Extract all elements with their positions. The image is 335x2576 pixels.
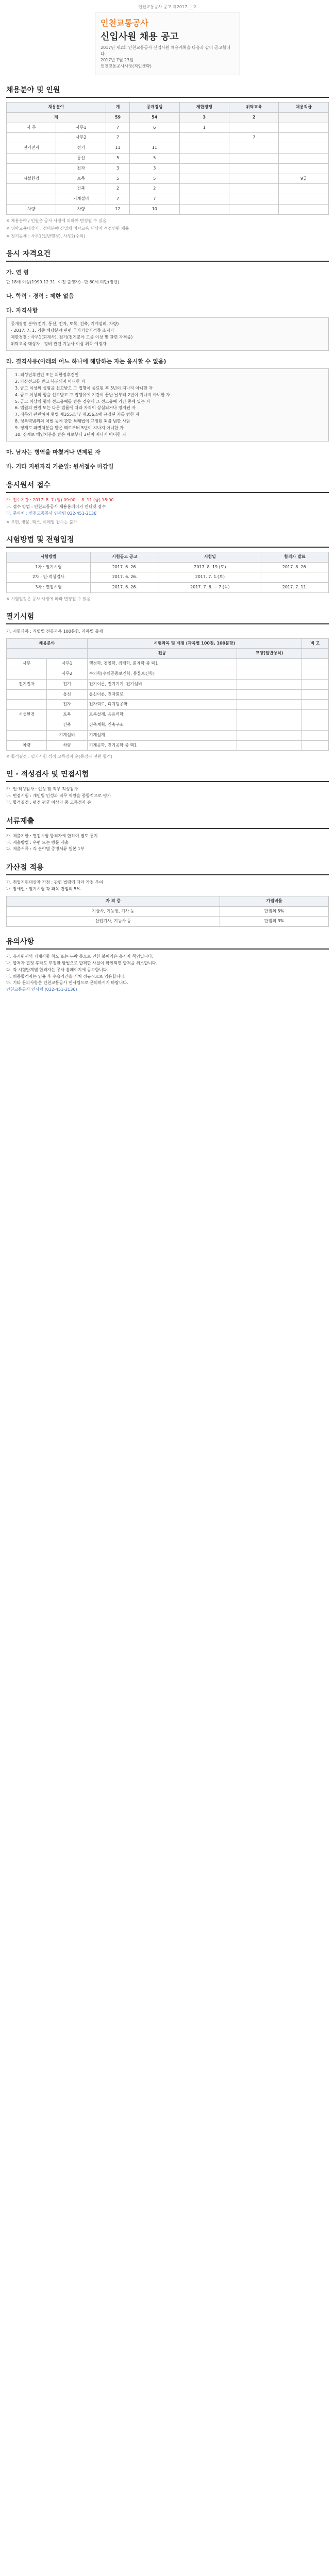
- table-cell: [301, 700, 328, 710]
- section-application: [6, 480, 329, 524]
- table-cell: [229, 204, 279, 214]
- table-cell: 2: [229, 112, 279, 123]
- table-row: [7, 194, 329, 205]
- table-cell: [7, 133, 56, 143]
- table-row: [7, 700, 329, 710]
- table-cell: [237, 679, 301, 689]
- disq-item: 3. 금고 이상의 실형을 선고받고 그 집행이 종료된 후 5년이 지나지 아니한 자: [15, 385, 153, 391]
- doc-line: 다. 제출서류 : 각 분야별 증빙서류 원본 1부: [6, 846, 85, 852]
- table-cell: [7, 720, 47, 731]
- table-cell: [7, 194, 56, 205]
- age-title: 가. 연 령: [6, 268, 29, 276]
- table-cell: 5: [106, 174, 129, 184]
- table-row: [7, 917, 329, 927]
- table-cell: [7, 689, 47, 700]
- notice-signer: 인천교통공사사장(직인생략): [100, 64, 152, 69]
- table-cell: 2017. 8. 26.: [261, 562, 328, 572]
- table-cell: [179, 184, 229, 194]
- notice-date: 2017년 7월 23일: [100, 58, 133, 62]
- table-cell: [229, 153, 279, 163]
- table-cell: [179, 133, 229, 143]
- section-bonus: [6, 862, 329, 927]
- bonus-line2: 나. 장애인 : 필기시험 각 과목 만점의 5%: [6, 887, 80, 892]
- table-row: [7, 112, 329, 123]
- notice-header: [5, 0, 330, 75]
- table-note: ※ 정기공채 : 사무1(일반행정), 사무2(수의): [6, 233, 85, 239]
- table-cell: [237, 669, 301, 680]
- section-title: 응시 자격요건: [6, 248, 329, 262]
- schedule-header: 합격자 발표: [261, 552, 328, 562]
- table-cell: [279, 143, 329, 154]
- table-cell: 6: [130, 123, 179, 133]
- cert-title: 다. 자격사항: [6, 307, 38, 314]
- table-cell: 기술사, 기능장, 기사 등: [7, 906, 220, 917]
- section-title: 채용분야 및 인원: [6, 84, 329, 98]
- section-title: 인 · 적성검사 및 면접시험: [6, 769, 329, 782]
- section-title: 응시원서 접수: [6, 480, 329, 493]
- disq-box: [6, 368, 329, 442]
- th-grade: 채용직급: [279, 103, 329, 113]
- table-cell: [7, 700, 47, 710]
- table-cell: 1차 : 필기시험: [7, 562, 91, 572]
- table-cell: 7: [106, 133, 129, 143]
- table-cell: [301, 710, 328, 720]
- table-cell: [7, 730, 47, 740]
- table-cell: 만점의 5%: [220, 906, 329, 917]
- section-title: 시험방법 및 전형일정: [6, 534, 329, 548]
- wt-subjects: 시험과목 및 배점 (과목별 100점, 100문항): [87, 638, 301, 649]
- table-cell: 토목: [56, 174, 106, 184]
- table-cell: [179, 204, 229, 214]
- disq-title: 라. 결격사유(아래의 어느 하나에 해당하는 자는 응시할 수 없음): [6, 358, 166, 365]
- table-note: ※ 채용분야 / 인원은 공사 사정에 의하여 변경될 수 있음: [6, 218, 107, 223]
- page-title: 신입사원 채용 공고: [100, 31, 179, 42]
- table-cell: 사 무: [7, 123, 56, 133]
- table-row: [7, 710, 329, 720]
- schedule-header: 시험방법: [7, 552, 91, 562]
- table-note: ※ 위탁교육대상자 : 정비분야 산업체 위탁교육 대상자 적정인원 채용: [6, 226, 129, 231]
- table-cell: [229, 123, 279, 133]
- table-cell: [7, 669, 47, 680]
- table-row: [7, 133, 329, 143]
- org-name: 인천교통공사: [100, 18, 148, 28]
- table-cell: 2차 : 인·적성검사: [7, 572, 91, 583]
- recv-period: 가. 접수기간 : 2017. 8. 7.(월) 09:00 ~ 8. 11.(금) 18:00: [6, 498, 114, 503]
- table-cell: 전기전자: [7, 143, 56, 154]
- table-cell: 사무1: [47, 659, 87, 669]
- disq-item: 4. 금고 이상의 형을 선고받고 그 집행유예 기간이 끝난 날부터 2년이 지나지 아니한 자: [15, 392, 170, 397]
- table-cell: 기계설계: [87, 730, 237, 740]
- table-cell: 통신: [56, 153, 106, 163]
- table-cell: [279, 204, 329, 214]
- table-cell: [130, 133, 179, 143]
- table-cell: [229, 143, 279, 154]
- caution-contact: 인천교통공사 인사팀 (032-451-2136): [6, 987, 77, 992]
- table-cell: 차량: [7, 740, 47, 751]
- table-cell: 7: [229, 133, 279, 143]
- table-cell: 12: [106, 204, 129, 214]
- section-title: 가산점 적용: [6, 862, 329, 875]
- disq-item: 7. 직무와 관련하여 형법 제355조 및 제356조에 규정된 죄를 범한 자: [15, 412, 140, 417]
- table-row: [7, 740, 329, 751]
- table-cell: [237, 720, 301, 731]
- section-schedule: [6, 534, 329, 602]
- table-cell: 3차 : 면접시험: [7, 583, 91, 593]
- table-row: [7, 659, 329, 669]
- caution-line: 가. 응시원서의 기재사항 착오 또는 누락 등으로 인한 불이익은 응시자 책임입니다.: [6, 954, 154, 959]
- table-cell: 시설환경: [7, 174, 56, 184]
- table-row: [7, 689, 329, 700]
- table-cell: [179, 194, 229, 205]
- table-cell: 차량: [7, 204, 56, 214]
- notice-number: 인천교통공사 공고 제2017-__호: [138, 5, 197, 9]
- table-cell: [279, 112, 329, 123]
- table-cell: 전자: [56, 163, 106, 174]
- table-cell: [301, 679, 328, 689]
- table-cell: [237, 659, 301, 669]
- table-row: [7, 720, 329, 731]
- table-cell: 전기: [47, 679, 87, 689]
- interview-line: 다. 합격결정 : 평점 평균 이상자 중 고득점자 순: [6, 800, 91, 805]
- table-cell: 2: [106, 184, 129, 194]
- table-cell: [279, 123, 329, 133]
- table-cell: [179, 143, 229, 154]
- table-cell: [229, 184, 279, 194]
- disq-item: 9. 징계로 파면처분을 받은 때로부터 5년이 지나지 아니한 자: [15, 425, 124, 430]
- notice-desc: [100, 45, 234, 70]
- table-row: [7, 572, 329, 583]
- section-positions: [6, 84, 329, 239]
- wt-major: 전공: [87, 649, 237, 659]
- caution-line: 나. 합격자 결정 후라도 부정한 방법으로 합격한 사실이 확인되면 합격을 취소합니다.: [6, 961, 158, 966]
- section-written: [6, 611, 329, 760]
- table-cell: 시설환경: [7, 710, 47, 720]
- table-cell: 7: [106, 123, 129, 133]
- table-cell: 2017. 6. 26.: [90, 572, 159, 583]
- table-cell: [279, 184, 329, 194]
- written-note: ※ 합격결정 : 필기시험 성적 고득점자 순(동점자 전원 합격): [6, 754, 112, 759]
- written-table: [6, 638, 329, 751]
- table-cell: [7, 184, 56, 194]
- table-cell: 2017. 8. 19.(토): [159, 562, 261, 572]
- table-cell: 전기: [56, 143, 106, 154]
- doc-line: 나. 제출방법 : 우편 또는 방문 제출: [6, 840, 69, 845]
- table-cell: 전기이론, 전기기기, 전기설비: [87, 679, 237, 689]
- table-cell: 통신이론, 전자회로: [87, 689, 237, 700]
- table-cell: 7: [106, 194, 129, 205]
- table-cell: 사무1: [56, 123, 106, 133]
- table-row: [7, 679, 329, 689]
- table-cell: 사무2: [47, 669, 87, 680]
- table-cell: 2017. 7. 6. ~ 7.(목): [159, 583, 261, 593]
- table-cell: 54: [130, 112, 179, 123]
- table-cell: [261, 572, 328, 583]
- table-cell: 59: [106, 112, 129, 123]
- table-cell: 11: [106, 143, 129, 154]
- table-cell: [279, 153, 329, 163]
- section-title: 필기시험: [6, 611, 329, 624]
- table-row: [7, 562, 329, 572]
- interview-line: 가. 인·적성검사 : 인성 및 직무 적성검사: [6, 787, 78, 792]
- caution-line: 라. 최종합격자는 임용 후 수습기간을 거쳐 정규직으로 임용합니다.: [6, 974, 126, 979]
- th-field: 채용분야: [7, 103, 106, 113]
- table-cell: 기계설비: [56, 194, 106, 205]
- disq-item: 8. 성폭력범죄의 처벌 등에 관한 특례법에 규정된 죄를 범한 사람: [15, 418, 130, 423]
- bonus-line1: 가. 취업지원대상자 가점 : 관련 법령에 따라 가점 부여: [6, 880, 103, 885]
- desc-line: 2017년 제2회 인천교통공사 신입사원 채용계획을 다음과 같이 공고합니다.: [100, 45, 230, 56]
- wt-general: 교양(일반상식): [237, 649, 301, 659]
- table-cell: 전기전자: [7, 679, 47, 689]
- recv-method: 나. 접수 방법 : 인천교통공사 채용홈페이지 인터넷 접수: [6, 504, 106, 510]
- section-title: 서류제출: [6, 816, 329, 829]
- section-interview: [6, 769, 329, 806]
- table-cell: 2: [130, 184, 179, 194]
- table-cell: [237, 740, 301, 751]
- cert-line: 위탁교육 대상자 : 정비 관련 기능사 이상 취득 예정자: [11, 341, 107, 346]
- age-text: 만 18세 이상(1999.12.31. 이전 출생자)~만 60세 미만(정년): [6, 279, 120, 284]
- table-cell: [301, 720, 328, 731]
- table-cell: [179, 174, 229, 184]
- table-cell: 2017. 6. 26.: [90, 562, 159, 572]
- wt-field: 채용분야: [7, 638, 88, 649]
- cert-line: 제한경쟁 : 사무1(회계사), 전기(전기분야 고졸 이상 및 관련 자격증): [11, 334, 133, 340]
- table-cell: 사무: [7, 659, 47, 669]
- table-cell: 토목설계, 응용역학: [87, 710, 237, 720]
- table-row: [7, 906, 329, 917]
- section-qualifications: [6, 248, 329, 471]
- table-row: [7, 153, 329, 163]
- table-cell: 1: [179, 123, 229, 133]
- table-cell: 차량: [47, 740, 87, 751]
- table-cell: [7, 163, 56, 174]
- table-cell: 5: [106, 153, 129, 163]
- table-row: [7, 669, 329, 680]
- table-cell: 통신: [47, 689, 87, 700]
- recv-note: ※ 우편, 방문, 팩스, 이메일 접수는 불가: [6, 519, 77, 524]
- positions-table: [6, 102, 329, 215]
- table-cell: 산업기사, 기능사 등: [7, 917, 220, 927]
- table-row: [7, 583, 329, 593]
- table-cell: 기계공학, 전기공학 중 택1: [87, 740, 237, 751]
- disq-item: 6. 법원의 판결 또는 다른 법률에 따라 자격이 상실되거나 정지된 자: [15, 405, 136, 411]
- table-cell: [179, 163, 229, 174]
- table-cell: 사무2: [56, 133, 106, 143]
- table-cell: 3: [179, 112, 229, 123]
- bonus-header: 가점비율: [220, 896, 329, 906]
- table-cell: 행정학, 경영학, 경제학, 회계학 중 택1: [87, 659, 237, 669]
- interview-line: 나. 면접시험 : 개인별 인성과 직무 역량을 종합적으로 평가: [6, 793, 111, 799]
- table-cell: 건축계획, 건축구조: [87, 720, 237, 731]
- recv-contact: 다. 문의처 : 인천교통공사 인사팀 032-451-2136: [6, 511, 97, 516]
- table-cell: [279, 133, 329, 143]
- disq-item: 5. 금고 이상의 형의 선고유예를 받은 경우에 그 선고유예 기간 중에 있는 자: [15, 399, 150, 404]
- cert-line: 공개경쟁 분야(전기, 통신, 전자, 토목, 건축, 기계설비, 차량): [11, 321, 119, 327]
- table-cell: 3: [130, 163, 179, 174]
- table-cell: 5: [130, 174, 179, 184]
- section-documents: [6, 816, 329, 853]
- table-cell: 2017. 7. 1.(토): [159, 572, 261, 583]
- table-cell: 3: [106, 163, 129, 174]
- table-cell: 건축: [56, 184, 106, 194]
- schedule-table: [6, 552, 329, 593]
- wt-remark: 비 고: [301, 638, 328, 649]
- table-row: [7, 730, 329, 740]
- table-cell: 기계설비: [47, 730, 87, 740]
- table-cell: 5: [130, 153, 179, 163]
- table-cell: 9급: [279, 174, 329, 184]
- table-cell: [301, 659, 328, 669]
- bonus-header: 자 격 증: [7, 896, 220, 906]
- bonus-table: [6, 896, 329, 927]
- table-cell: 만점의 3%: [220, 917, 329, 927]
- schedule-header: 시험공고 공고: [90, 552, 159, 562]
- table-row: [7, 163, 329, 174]
- schedule-header: 시험일: [159, 552, 261, 562]
- cert-box: [6, 317, 329, 351]
- th-trust: 위탁교육: [229, 103, 279, 113]
- table-cell: [279, 163, 329, 174]
- table-cell: 전자: [47, 700, 87, 710]
- written-subjects: 가. 시험과목 : 직렬별 전공과목 100문항, 과목별 출제: [6, 629, 103, 634]
- table-row: [7, 123, 329, 133]
- caution-line: 다. 각 시험단계별 합격자는 공사 홈페이지에 공고합니다.: [6, 967, 109, 972]
- table-cell: [237, 730, 301, 740]
- table-cell: [237, 700, 301, 710]
- caution-line: 마. 기타 문의사항은 인천교통공사 인사팀으로 문의하시기 바랍니다.: [6, 980, 128, 986]
- th-total: 계: [106, 103, 129, 113]
- table-row: [7, 184, 329, 194]
- table-cell: [229, 163, 279, 174]
- section-caution: [6, 936, 329, 993]
- table-cell: 2017. 7. 11.: [261, 583, 328, 593]
- table-cell: 토목: [47, 710, 87, 720]
- section-title: 유의사항: [6, 936, 329, 950]
- table-cell: [301, 669, 328, 680]
- disq-item: 2. 파산선고를 받고 복권되지 아니한 자: [15, 379, 86, 384]
- table-cell: [301, 730, 328, 740]
- table-row: [7, 143, 329, 154]
- page: [0, 0, 335, 1004]
- doc-line: 가. 제출기한 : 면접시험 합격자에 한하여 별도 통지: [6, 833, 98, 838]
- cert-line: - 2017. 7. 1. 기준 해당분야 관련 국가기술자격증 소지자: [11, 328, 114, 333]
- table-cell: 11: [130, 143, 179, 154]
- table-cell: [229, 174, 279, 184]
- table-cell: 수의학(수의공중보건학, 동물보건학): [87, 669, 237, 680]
- table-row: [7, 174, 329, 184]
- table-cell: 차량: [56, 204, 106, 214]
- schedule-note: ※ 시험일정은 공사 사정에 따라 변경될 수 있음: [6, 596, 91, 601]
- table-cell: [301, 740, 328, 751]
- table-cell: 10: [130, 204, 179, 214]
- table-cell: 건축: [47, 720, 87, 731]
- disq-item: 10. 징계로 해임처분을 받은 때로부터 3년이 지나지 아니한 자: [15, 432, 126, 437]
- table-cell: [229, 194, 279, 205]
- table-cell: [301, 689, 328, 700]
- table-cell: [7, 153, 56, 163]
- table-cell: [179, 153, 229, 163]
- table-cell: [237, 710, 301, 720]
- table-cell: 계: [7, 112, 106, 123]
- table-cell: 7: [130, 194, 179, 205]
- military-title: 마. 남자는 병역을 마쳤거나 면제된 자: [6, 449, 100, 456]
- basis-title: 바. 기타 지원자격 기준일: 원서접수 마감일: [6, 463, 114, 470]
- table-cell: [279, 194, 329, 205]
- disq-item: 1. 피성년후견인 또는 피한정후견인: [15, 372, 79, 378]
- table-cell: 전자회로, 디지털공학: [87, 700, 237, 710]
- edu-title: 나. 학력 · 경력 : 제한 없음: [6, 293, 74, 300]
- th-open: 공개경쟁: [130, 103, 179, 113]
- table-cell: 2017. 6. 26.: [90, 583, 159, 593]
- table-row: [7, 204, 329, 214]
- th-limited: 제한경쟁: [179, 103, 229, 113]
- title-box: [95, 12, 240, 75]
- table-cell: [237, 689, 301, 700]
